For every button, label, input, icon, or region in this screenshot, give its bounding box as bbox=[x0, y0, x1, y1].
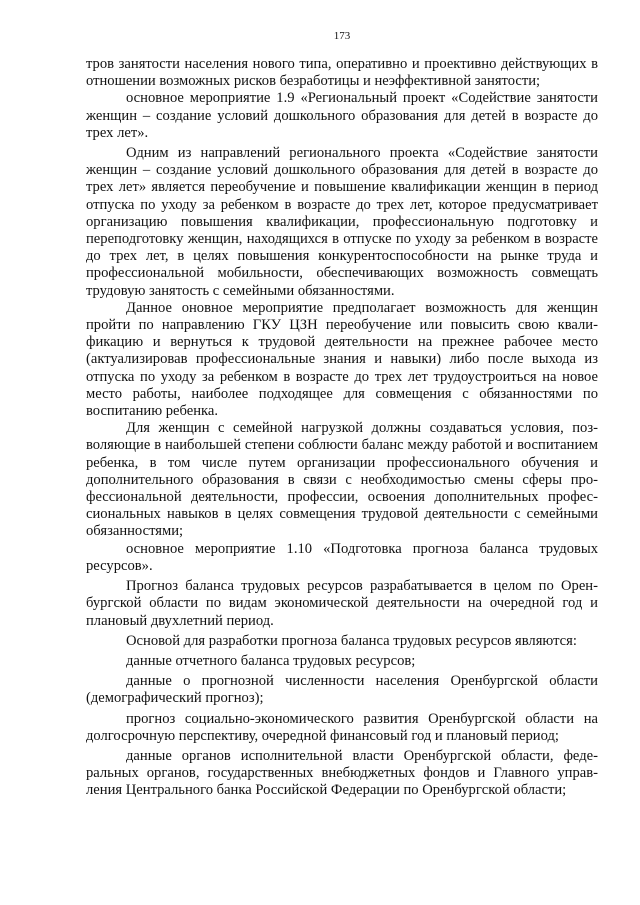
paragraph-9: данные отчетного баланса трудовых ресурсов; bbox=[126, 652, 416, 669]
page-number: 173 bbox=[333, 30, 351, 42]
paragraph-11: прогноз социально-экономического развития Оренбургской области на долгосрочную перспективу, очередной финансовый год и плановый период; bbox=[86, 710, 598, 744]
paragraph-6: основное мероприятие 1.10 «Подготовка прогноза баланса трудовых ресурсов». bbox=[86, 540, 598, 574]
paragraph-8: Основой для разработки прогноза баланса трудовых ресурсов являются: bbox=[126, 632, 577, 649]
paragraph-2: основное мероприятие 1.9 «Региональный проект «Содействие занятости женщин – создание условий дошкольного образования для детей в возрасте до трех лет». bbox=[86, 90, 598, 141]
paragraph-7: Прогноз баланса трудовых ресурсов разрабатывается в целом по Оренбургской области по видам экономической деятельности на очередной год и плановый двухлетний период. bbox=[86, 578, 598, 629]
paragraph-5: Для женщин с семейной нагрузкой должны создаваться условия, позволяющие в наибольшей степени соблюсти баланс между работой и воспитанием ребенка, в том числе путем организации профессионального обучения и дополнительного образования в связи с необходимостью смены сферы профессиональной деятельности, профессии, освоения дополнительных профессиональных навыков в целях совмещения трудовой деятельности с семейными обязанностями; bbox=[86, 420, 598, 540]
paragraph-12: данные органов исполнительной власти Оренбургской области, федеральных органов, государственных внебюджетных фондов и Главного управления Центрального банка Российской Федерации по Оренбургской области; bbox=[86, 747, 598, 799]
paragraph-10: данные о прогнозной численности населения Оренбургской области (демографический прогноз); bbox=[86, 673, 598, 707]
paragraph-4: Данное оновное мероприятие предполагает возможность для женщин пройти по направлению ГКУ ЦЗН переобучение или повысить свою квалификацию и вернуться к трудовой деятельности на прежнее рабочее место (актуализировав профессиональные знания и навыки) либо после выхода из отпуска по уходу за ребенком в возрасте до трех лет трудоустроиться на новое место работы, наиболее подходящее для совмещения с обязанностями по воспитанию ребенка. bbox=[86, 299, 598, 420]
paragraph-3: Одним из направлений регионального проекта «Содействие занятости женщин – создание условий дошкольного образования для детей в возрасте до трех лет» является переобучение и повышение квалификации женщин в период отпуска по уходу за ребенком в возрасте до трех лет, которое предусматривает организацию повышения квалификации, профессиональную подготовку и переподготовку женщин, находящихся в отпуске по уходу за ребенком в возрасте до трех лет, в целях повышения конкурентоспособности на рынке труда и профессиональной мобильности, обеспечивающих возможность совмещать трудовую занятость с семейными обязанностями. bbox=[86, 145, 598, 299]
paragraph-1: тров занятости населения нового типа, оперативно и проективно действующих в отношении возможных рисков безработицы и неэффективной занятости; bbox=[86, 56, 598, 90]
document-body bbox=[86, 56, 598, 800]
